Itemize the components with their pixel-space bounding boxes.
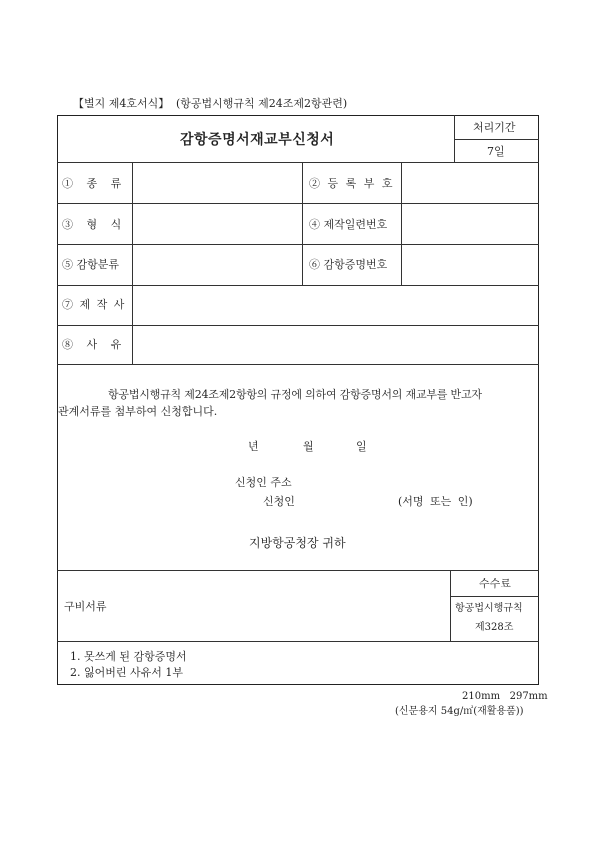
- document-item-1: 1. 못쓰게 된 감항증명서: [70, 650, 187, 663]
- divider-fee-left: [450, 570, 451, 641]
- airworthiness-class-input[interactable]: [134, 246, 300, 284]
- date-day-label: 일: [356, 440, 367, 453]
- field-label-type: ① 종 류: [62, 177, 122, 190]
- processing-period-value: 7일: [487, 145, 505, 158]
- divider-processing-mid: [454, 139, 539, 140]
- certificate-number-input[interactable]: [403, 246, 537, 284]
- field-label-model: ③ 형 식: [62, 218, 122, 231]
- statement-line-1: 항공법시행규칙 제24조제2항항의 규정에 의하여 감항증명서의 재교부를 반고자: [108, 388, 482, 401]
- date-year-label: 년: [248, 440, 259, 453]
- signature-label: (서명 또는 인): [398, 495, 473, 508]
- form-number: 【별지 제4호서식】: [73, 97, 170, 110]
- divider-row-2: [57, 244, 539, 245]
- divider-mid-col: [302, 162, 303, 285]
- model-input[interactable]: [134, 205, 300, 243]
- document-item-2: 2. 잃어버린 사유서 1부: [70, 666, 183, 679]
- field-label-serial: ④ 제작일련번호: [309, 218, 388, 231]
- divider-row-3: [57, 285, 539, 286]
- divider-label-col: [132, 162, 133, 364]
- paper-spec: (신문용지 54g/㎡(재활용품)): [395, 706, 524, 717]
- type-input[interactable]: [134, 164, 300, 202]
- divider-row-4: [57, 325, 539, 326]
- applicant-name-label: 신청인: [263, 495, 295, 508]
- field-label-reason: ⑧ 사 유: [62, 338, 122, 351]
- registration-input[interactable]: [403, 164, 537, 202]
- field-label-manufacturer: ⑦ 제 작 사: [62, 298, 125, 311]
- paper-size: 210mm 297mm: [462, 691, 548, 702]
- field-label-certificate-number: ⑥ 감항증명번호: [309, 258, 388, 271]
- divider-right-label-col: [401, 162, 402, 285]
- divider-statement-bottom: [57, 570, 539, 571]
- serial-input[interactable]: [403, 205, 537, 243]
- fee-reference-line-2: 제328조: [475, 622, 514, 633]
- divider-processing-left: [454, 115, 455, 162]
- fee-label: 수수료: [479, 577, 511, 590]
- divider-documents-bottom: [57, 641, 539, 642]
- field-label-airworthiness-class: ⑤ 감항분류: [62, 258, 120, 271]
- processing-period-label: 처리기간: [473, 121, 516, 134]
- manufacturer-input[interactable]: [134, 287, 537, 324]
- applicant-address-label: 신청인 주소: [235, 476, 292, 489]
- form-relation: (항공법시행규칙 제24조제2항관련): [176, 97, 348, 110]
- required-documents-label: 구비서류: [64, 600, 107, 613]
- form-title: 감항증명서재교부신청서: [180, 132, 335, 148]
- reason-input[interactable]: [134, 327, 537, 363]
- fee-reference-line-1: 항공법시행규칙: [455, 603, 523, 614]
- field-label-registration: ② 등 록 부 호: [309, 177, 393, 190]
- recipient-label: 지방항공청장 귀하: [249, 536, 346, 550]
- divider-row-5: [57, 364, 539, 365]
- divider-title-bottom: [57, 162, 539, 163]
- date-month-label: 월: [303, 440, 314, 453]
- divider-fee-mid: [450, 596, 539, 597]
- statement-line-2: 관계서류를 첨부하여 신청합니다.: [58, 405, 218, 418]
- divider-row-1: [57, 203, 539, 204]
